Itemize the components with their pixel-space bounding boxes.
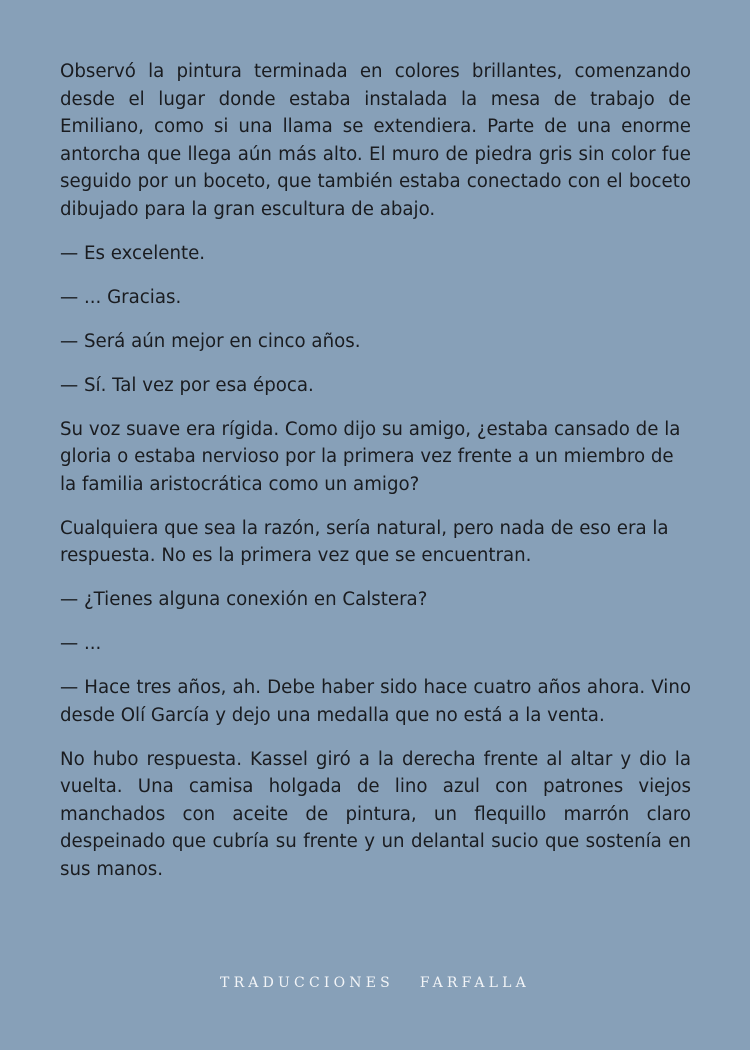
dialogue-line: — ... Gracias.	[60, 286, 182, 308]
paragraph-narration-kassel: No hubo respuesta. Kassel giró a la derecha frente al altar y dio la vuelta. Una camisa holgada de lino azul con patrones viejos manchados con aceite de pintura, un flequillo marrón claro despeinado que cubría su frente y un delantal sucio que sostenía en sus manos.	[60, 748, 691, 880]
document-body	[60, 58, 691, 900]
dialogue-line: — Hace tres años, ah. Debe haber sido hace cuatro años ahora. Vino desde Olí García y dejo una medalla que no está a la venta.	[60, 677, 691, 726]
paragraph-narration-painting: Observó la pintura terminada en colores brillantes, comenzando desde el lugar donde estaba instalada la mesa de trabajo de Emiliano, como si una llama se extendiera. Parte de una enorme antorcha que llega aún más alto. El muro de piedra gris sin color fue seguido por un boceto, que también estaba conectado con el boceto dibujado para la gran escultura de abajo.	[60, 61, 691, 220]
paragraph-narration-voice: Su voz suave era rígida. Como dijo su amigo, ¿estaba cansado de la gloria o estaba nervioso por la primera vez frente a un miembro de la familia aristocrática como un amigo?	[60, 418, 681, 495]
dialogue-line: — ...	[60, 633, 102, 654]
dialogue-line: — Será aún mejor en cinco años.	[60, 330, 361, 352]
paragraph-narration-reason: Cualquiera que sea la razón, sería natural, pero nada de eso era la respuesta. No es la primera vez que se encuentran.	[60, 517, 669, 566]
dialogue-line: — Es excelente.	[60, 242, 206, 264]
dialogue-line: — Sí. Tal vez por esa época.	[60, 374, 314, 396]
footer-credit: TRADUCCIONES FARFALLA	[220, 975, 530, 991]
dialogue-line: — ¿Tienes alguna conexión en Calstera?	[60, 589, 428, 610]
